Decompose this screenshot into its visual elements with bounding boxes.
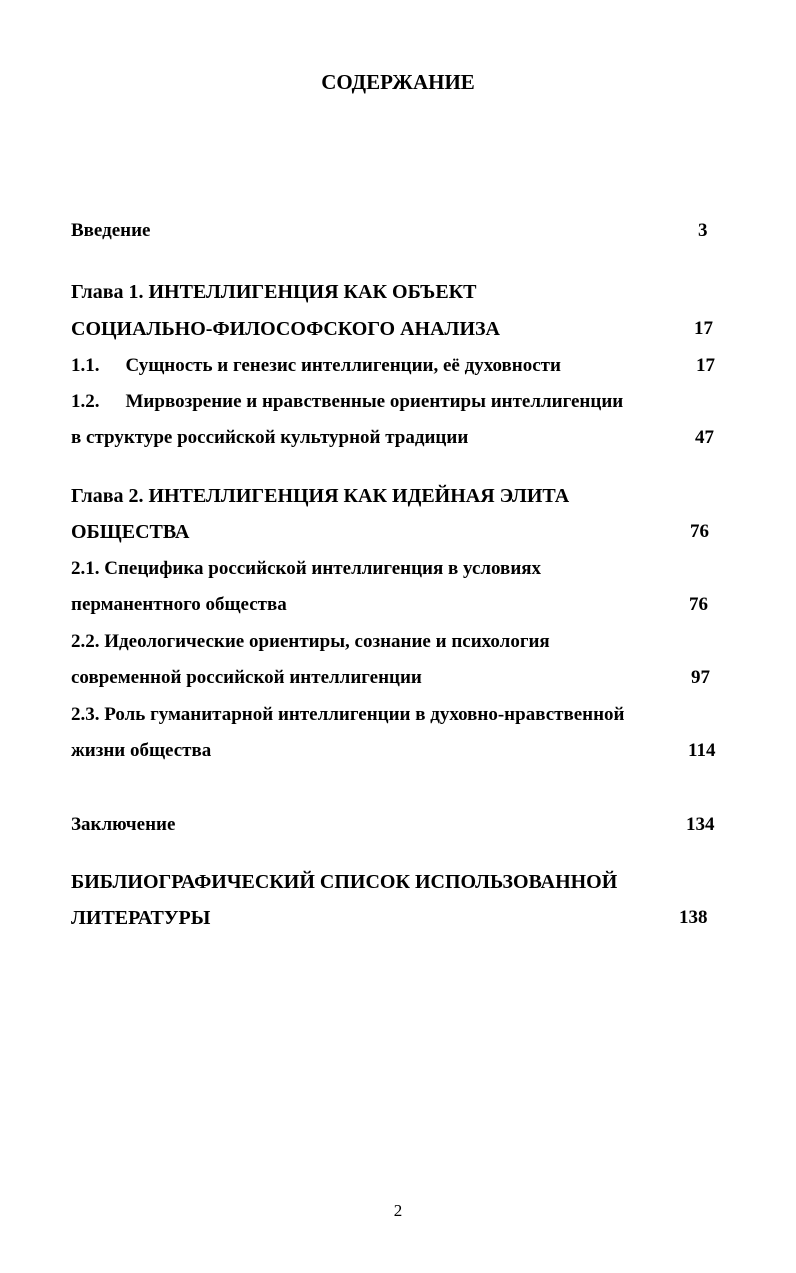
toc-bibliography-page: 138 — [679, 907, 708, 928]
page-number: 2 — [393, 1201, 403, 1220]
toc-bibliography-line1: БИБЛИОГРАФИЧЕСКИЙ СПИСОК ИСПОЛЬЗОВАННОЙ — [71, 871, 618, 893]
toc-conclusion-label: Заключение — [71, 814, 176, 835]
toc-chapter2-line1: Глава 2. ИНТЕЛЛИГЕНЦИЯ КАК ИДЕЙНАЯ ЭЛИТА — [71, 485, 570, 507]
toc-section-1-1-number: 1.1. — [71, 355, 100, 376]
toc-section-2-3-line1: 2.3. Роль гуманитарной интеллигенции в духовно-нравственной — [71, 704, 625, 725]
toc-chapter1-page: 17 — [694, 318, 713, 339]
toc-section-2-1-page: 76 — [689, 594, 708, 615]
toc-conclusion-page: 134 — [686, 814, 715, 835]
toc-section-1-2-page: 47 — [695, 427, 714, 448]
toc-section-2-1-line2: перманентного общества — [71, 594, 287, 615]
toc-intro-label: Введение — [71, 220, 151, 241]
toc-section-1-1-page: 17 — [696, 355, 715, 376]
toc-section-2-2-page: 97 — [691, 667, 710, 688]
toc-section-1-1 — [71, 354, 561, 378]
toc-section-1-2 — [71, 390, 623, 414]
toc-section-2-3-page: 114 — [688, 740, 716, 761]
toc-chapter1-line1: Глава 1. ИНТЕЛЛИГЕНЦИЯ КАК ОБЪЕКТ — [71, 281, 477, 303]
toc-section-1-2-number: 1.2. — [71, 391, 100, 412]
toc-chapter2-line2: ОБЩЕСТВА — [71, 521, 190, 543]
toc-section-2-1-line1: 2.1. Специфика российской интеллигенция в условиях — [71, 558, 542, 579]
toc-section-1-2-line1: Мирвозрение и нравственные ориентиры интеллигенции — [125, 391, 624, 412]
toc-intro-page: 3 — [698, 220, 708, 241]
toc-section-2-2-line1: 2.2. Идеологические ориентиры, сознание и психология — [71, 631, 550, 652]
toc-chapter2-page: 76 — [690, 521, 709, 542]
toc-section-1-2-line2: в структуре российской культурной традиции — [71, 427, 469, 448]
toc-chapter1-line2: СОЦИАЛЬНО-ФИЛОСОФСКОГО АНАЛИЗА — [71, 318, 501, 340]
toc-section-2-3-line2: жизни общества — [71, 740, 212, 761]
toc-bibliography-line2: ЛИТЕРАТУРЫ — [71, 907, 211, 929]
toc-section-1-1-label: Сущность и генезис интеллигенции, её духовности — [125, 355, 561, 376]
toc-section-2-2-line2: современной российской интеллигенции — [71, 667, 422, 688]
page-title: СОДЕРЖАНИЕ — [321, 70, 475, 94]
